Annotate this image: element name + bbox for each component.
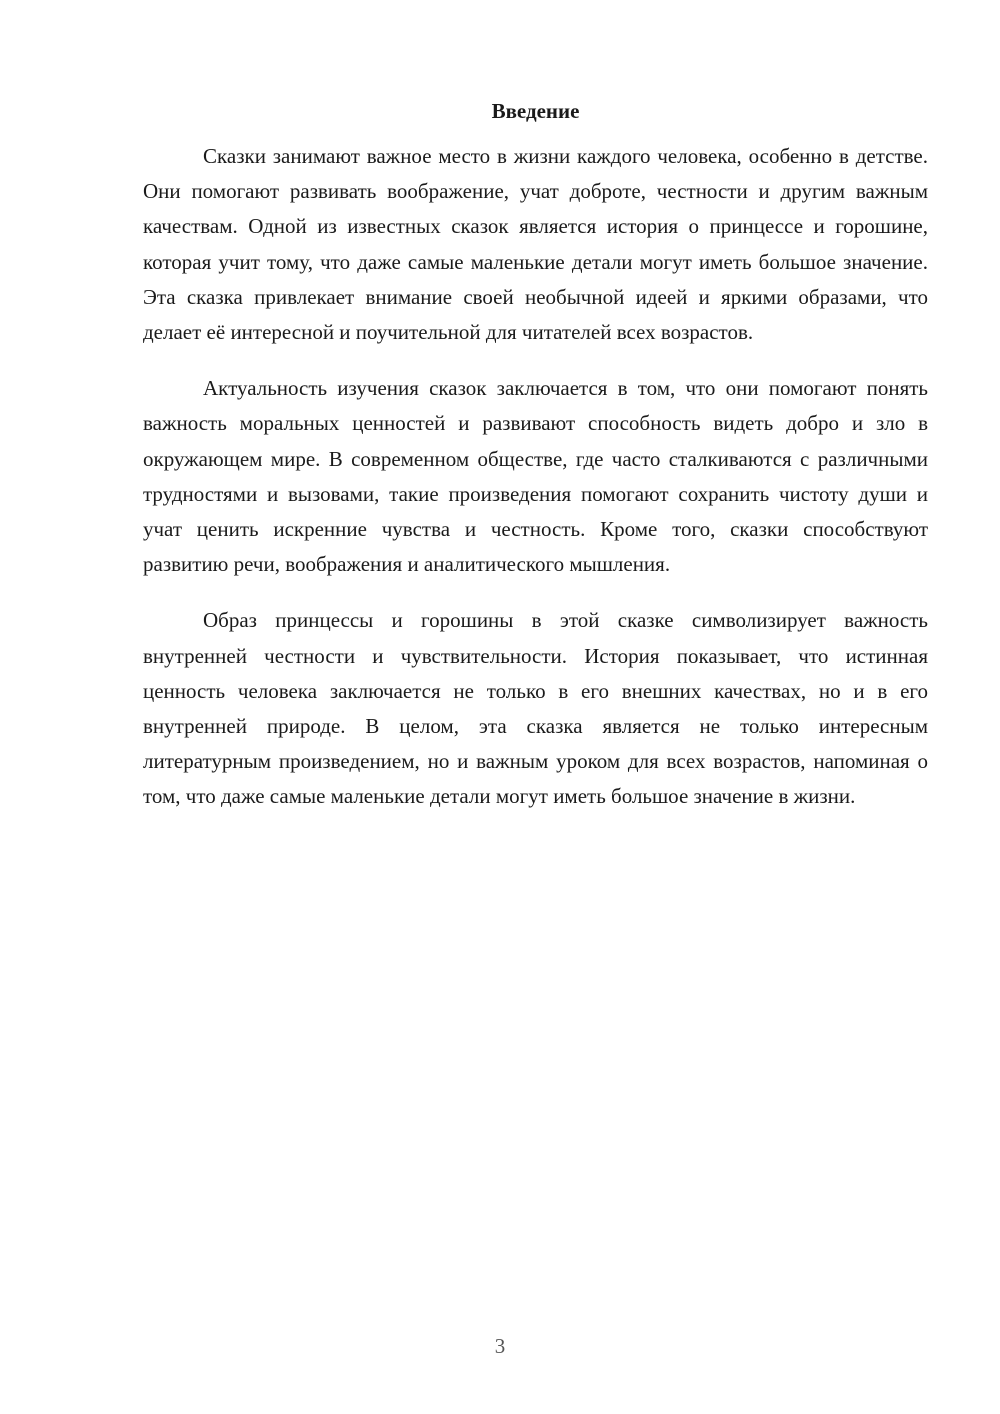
paragraph-3: Образ принцессы и горошины в этой сказке символизирует важность внутренней честности и чувствительности. История показывает, что истинная ценность человека заключается не только в его внешних качествах, но и в его внутренней природе. В целом, эта сказка является не только интересным литературным произведением, но и важным уроком для всех возрастов, напоминая о том, что даже самые маленькие детали могут иметь большое значение в жизни. <box>143 608 928 809</box>
page-number: 3 <box>494 1334 506 1358</box>
page-content <box>143 96 928 836</box>
paragraph-2: Актуальность изучения сказок заключается в том, что они помогают понять важность моральных ценностей и развивают способность видеть добро и зло в окружающем мире. В современном обществе, где часто сталкиваются с различными трудностями и вызовами, такие произведения помогают сохранить чистоту души и учат ценить искренние чувства и честность. Кроме того, сказки способствуют развитию речи, воображения и аналитического мышления. <box>143 376 928 577</box>
section-title: Введение <box>491 99 580 123</box>
paragraph-1: Сказки занимают важное место в жизни каждого человека, особенно в детстве. Они помогают развивать воображение, учат доброте, честности и другим важным качествам. Одной из известных сказок является история о принцессе и горошине, которая учит тому, что даже самые маленькие детали могут иметь большое значение. Эта сказка привлекает внимание своей необычной идеей и яркими образами, что делает её интересной и поучительной для читателей всех возрастов. <box>143 144 928 345</box>
